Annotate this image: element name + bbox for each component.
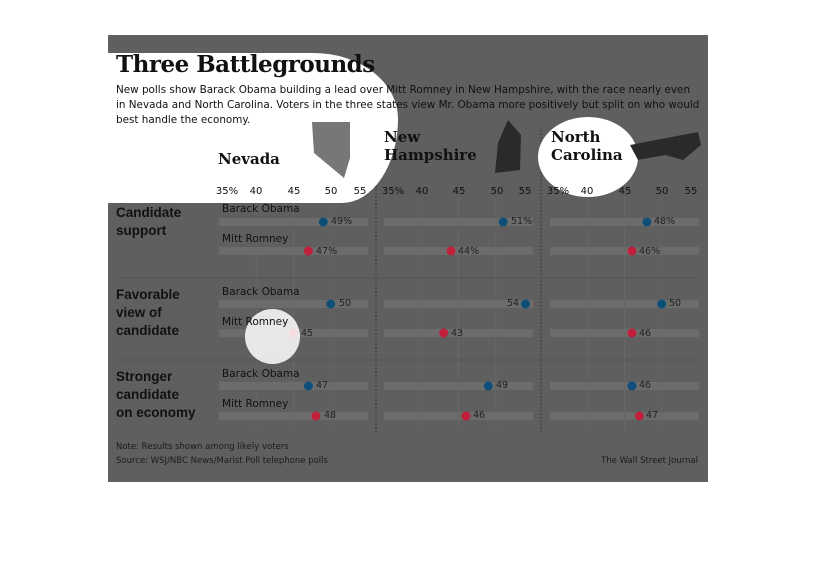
tick-label: 55 <box>684 186 698 197</box>
romney-dot <box>461 412 470 421</box>
chart-title: Three Battlegrounds <box>116 51 375 78</box>
value-label: 51% <box>511 216 533 227</box>
value-label: 50 <box>339 298 352 309</box>
chart-note: Note: Results shown among likely voters <box>116 442 289 452</box>
candidate-label-obama: Barack Obama <box>222 368 300 380</box>
obama-dot <box>304 382 313 391</box>
north-carolina-map-icon <box>630 132 701 160</box>
tick-label: 35% <box>215 186 239 197</box>
romney-dot <box>447 247 456 256</box>
state-name-north-carolina: North Carolina <box>551 128 623 164</box>
obama-dot <box>319 218 328 227</box>
tick-label: 50 <box>490 186 504 197</box>
value-label: 48% <box>654 216 676 227</box>
value-label: 49% <box>331 216 353 227</box>
romney-dot <box>311 412 320 421</box>
value-label: 44% <box>458 246 480 257</box>
candidate-label-romney: Mitt Romney <box>222 316 289 328</box>
tick-label: 50 <box>324 186 338 197</box>
chart-credit: The Wall Street Journal <box>601 456 698 466</box>
romney-dot <box>627 247 636 256</box>
value-label: 46 <box>639 380 652 391</box>
obama-dot <box>499 218 508 227</box>
new-hampshire-map-icon <box>495 120 521 173</box>
romney-dot <box>635 412 644 421</box>
value-label: 49 <box>496 380 509 391</box>
candidate-label-obama: Barack Obama <box>222 203 300 215</box>
obama-dot <box>642 218 651 227</box>
tick-label: 55 <box>353 186 367 197</box>
value-label: 47 <box>316 380 329 391</box>
value-label: 50 <box>669 298 682 309</box>
value-label: 54 <box>507 298 520 309</box>
obama-dot <box>657 300 666 309</box>
obama-dot <box>521 300 530 309</box>
graphic-card <box>108 35 708 482</box>
chart-source: Source: WSJ/NBC News/Marist Poll telephone polls <box>116 456 328 466</box>
romney-dot <box>627 329 636 338</box>
romney-dot <box>439 329 448 338</box>
state-name-new-hampshire: New Hampshire <box>384 128 477 164</box>
candidate-label-romney: Mitt Romney <box>222 398 289 410</box>
value-label: 45 <box>301 328 314 339</box>
tick-label: 55 <box>518 186 532 197</box>
tick-label: 35% <box>546 186 570 197</box>
tick-label: 45 <box>287 186 301 197</box>
value-label: 43 <box>451 328 464 339</box>
tick-label: 40 <box>415 186 429 197</box>
nevada-map-icon <box>312 122 350 178</box>
group-label-stronger-economy: Stronger candidate on economy <box>116 369 196 420</box>
tick-label: 40 <box>249 186 263 197</box>
romney-dot <box>304 247 313 256</box>
tick-label: 45 <box>452 186 466 197</box>
state-name-nevada: Nevada <box>218 150 280 168</box>
group-label-favorable-view: Favorable view of candidate <box>116 287 180 338</box>
obama-dot <box>484 382 493 391</box>
obama-dot <box>627 382 636 391</box>
candidate-label-obama: Barack Obama <box>222 286 300 298</box>
obama-dot <box>326 300 335 309</box>
value-label: 47% <box>316 246 338 257</box>
group-label-candidate-support: Candidate support <box>116 205 182 238</box>
value-label: 48 <box>324 410 337 421</box>
chart-subtitle: New polls show Barack Obama building a lead over Mitt Romney in New Hampshire, with the race nearly even in Nevada and North Carolina. Voters in the three states view Mr. Obama more positively but split on who would best handle the economy. <box>116 84 700 126</box>
value-label: 46% <box>639 246 661 257</box>
value-label: 47 <box>646 410 659 421</box>
tick-label: 35% <box>381 186 405 197</box>
value-label: 46 <box>473 410 486 421</box>
tick-label: 40 <box>580 186 594 197</box>
value-label: 46 <box>639 328 652 339</box>
candidate-label-romney: Mitt Romney <box>222 233 289 245</box>
tick-label: 50 <box>655 186 669 197</box>
tick-label: 45 <box>618 186 632 197</box>
